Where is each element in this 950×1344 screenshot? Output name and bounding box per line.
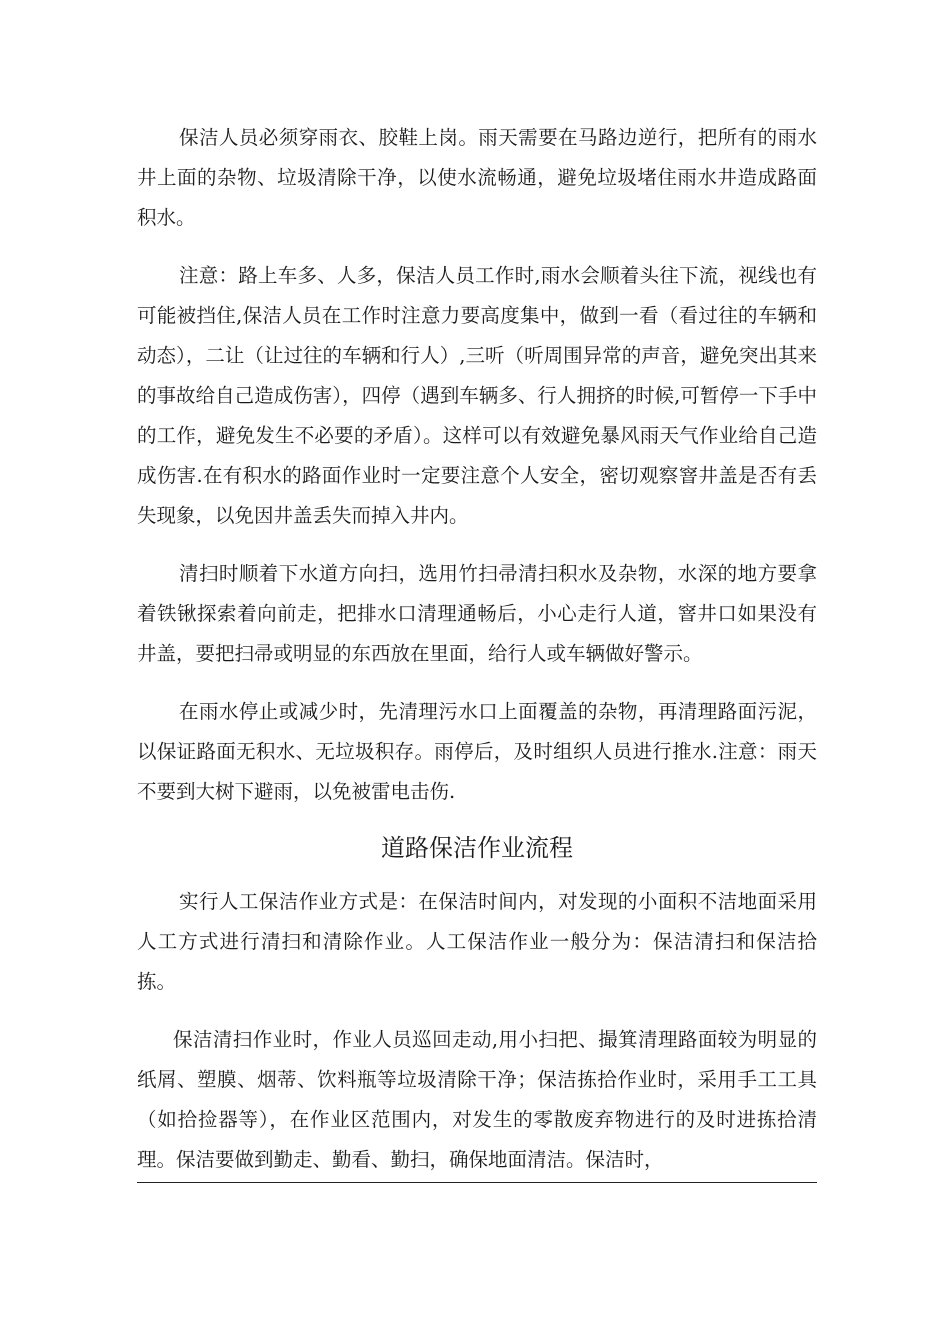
document-page [137, 118, 817, 1191]
paragraph-after-rain: 在雨水停止或减少时，先清理污水口上面覆盖的杂物，再清理路面污泥，以保证路面无积水、无垃圾积存。雨停后，及时组织人员进行推水.注意：雨天不要到大树下避雨，以免被雷电击伤. [137, 700, 817, 803]
paragraph-safety-notice: 注意：路上车多、人多，保洁人员工作时,雨水会顺着头往下流，视线也有可能被挡住,保洁人员在工作时注意力要高度集中，做到一看（看过往的车辆和动态），二让（让过往的车辆和行人）,三听（听周围异常的声音，避免突出其来的事故给自己造成伤害），四停（遇到车辆多、行人拥挤的时候,可暂停一下手中的工作，避免发生不必要的矛盾）。这样可以有效避免暴风雨天气作业给自己造成伤害.在有积水的路面作业时一定要注意个人安全，密切观察窨井盖是否有丢失现象，以免因井盖丢失而掉入井内。 [137, 264, 817, 527]
bottom-divider [137, 1182, 817, 1183]
paragraph-sweeping-method: 清扫时顺着下水道方向扫，选用竹扫帚清扫积水及杂物，水深的地方要拿着铁锹探索着向前走，把排水口清理通畅后，小心走行人道，窨井口如果没有井盖，要把扫帚或明显的东西放在里面，给行人或车辆做好警示。 [137, 562, 817, 665]
paragraph-manual-cleaning: 实行人工保洁作业方式是：在保洁时间内，对发现的小面积不洁地面采用人工方式进行清扫和清除作业。人工保洁作业一般分为：保洁清扫和保洁拾拣。 [137, 890, 817, 993]
paragraph-rainy-gear: 保洁人员必须穿雨衣、胶鞋上岗。雨天需要在马路边逆行，把所有的雨水井上面的杂物、垃圾清除干净，以使水流畅通，避免垃圾堵住雨水井造成路面积水。 [137, 126, 817, 229]
section-heading: 道路保洁作业流程 [381, 834, 573, 862]
paragraph-cleaning-operation: 保洁清扫作业时，作业人员巡回走动,用小扫把、撮箕清理路面较为明显的纸屑、塑膜、烟蒂、饮料瓶等垃圾清除干净；保洁拣拾作业时，采用手工工具（如拾捡器等），在作业区范围内，对发生的零散废弃物进行的及时进拣拾清理。保洁要做到勤走、勤看、勤扫，确保地面清洁。保洁时， [137, 1028, 817, 1171]
